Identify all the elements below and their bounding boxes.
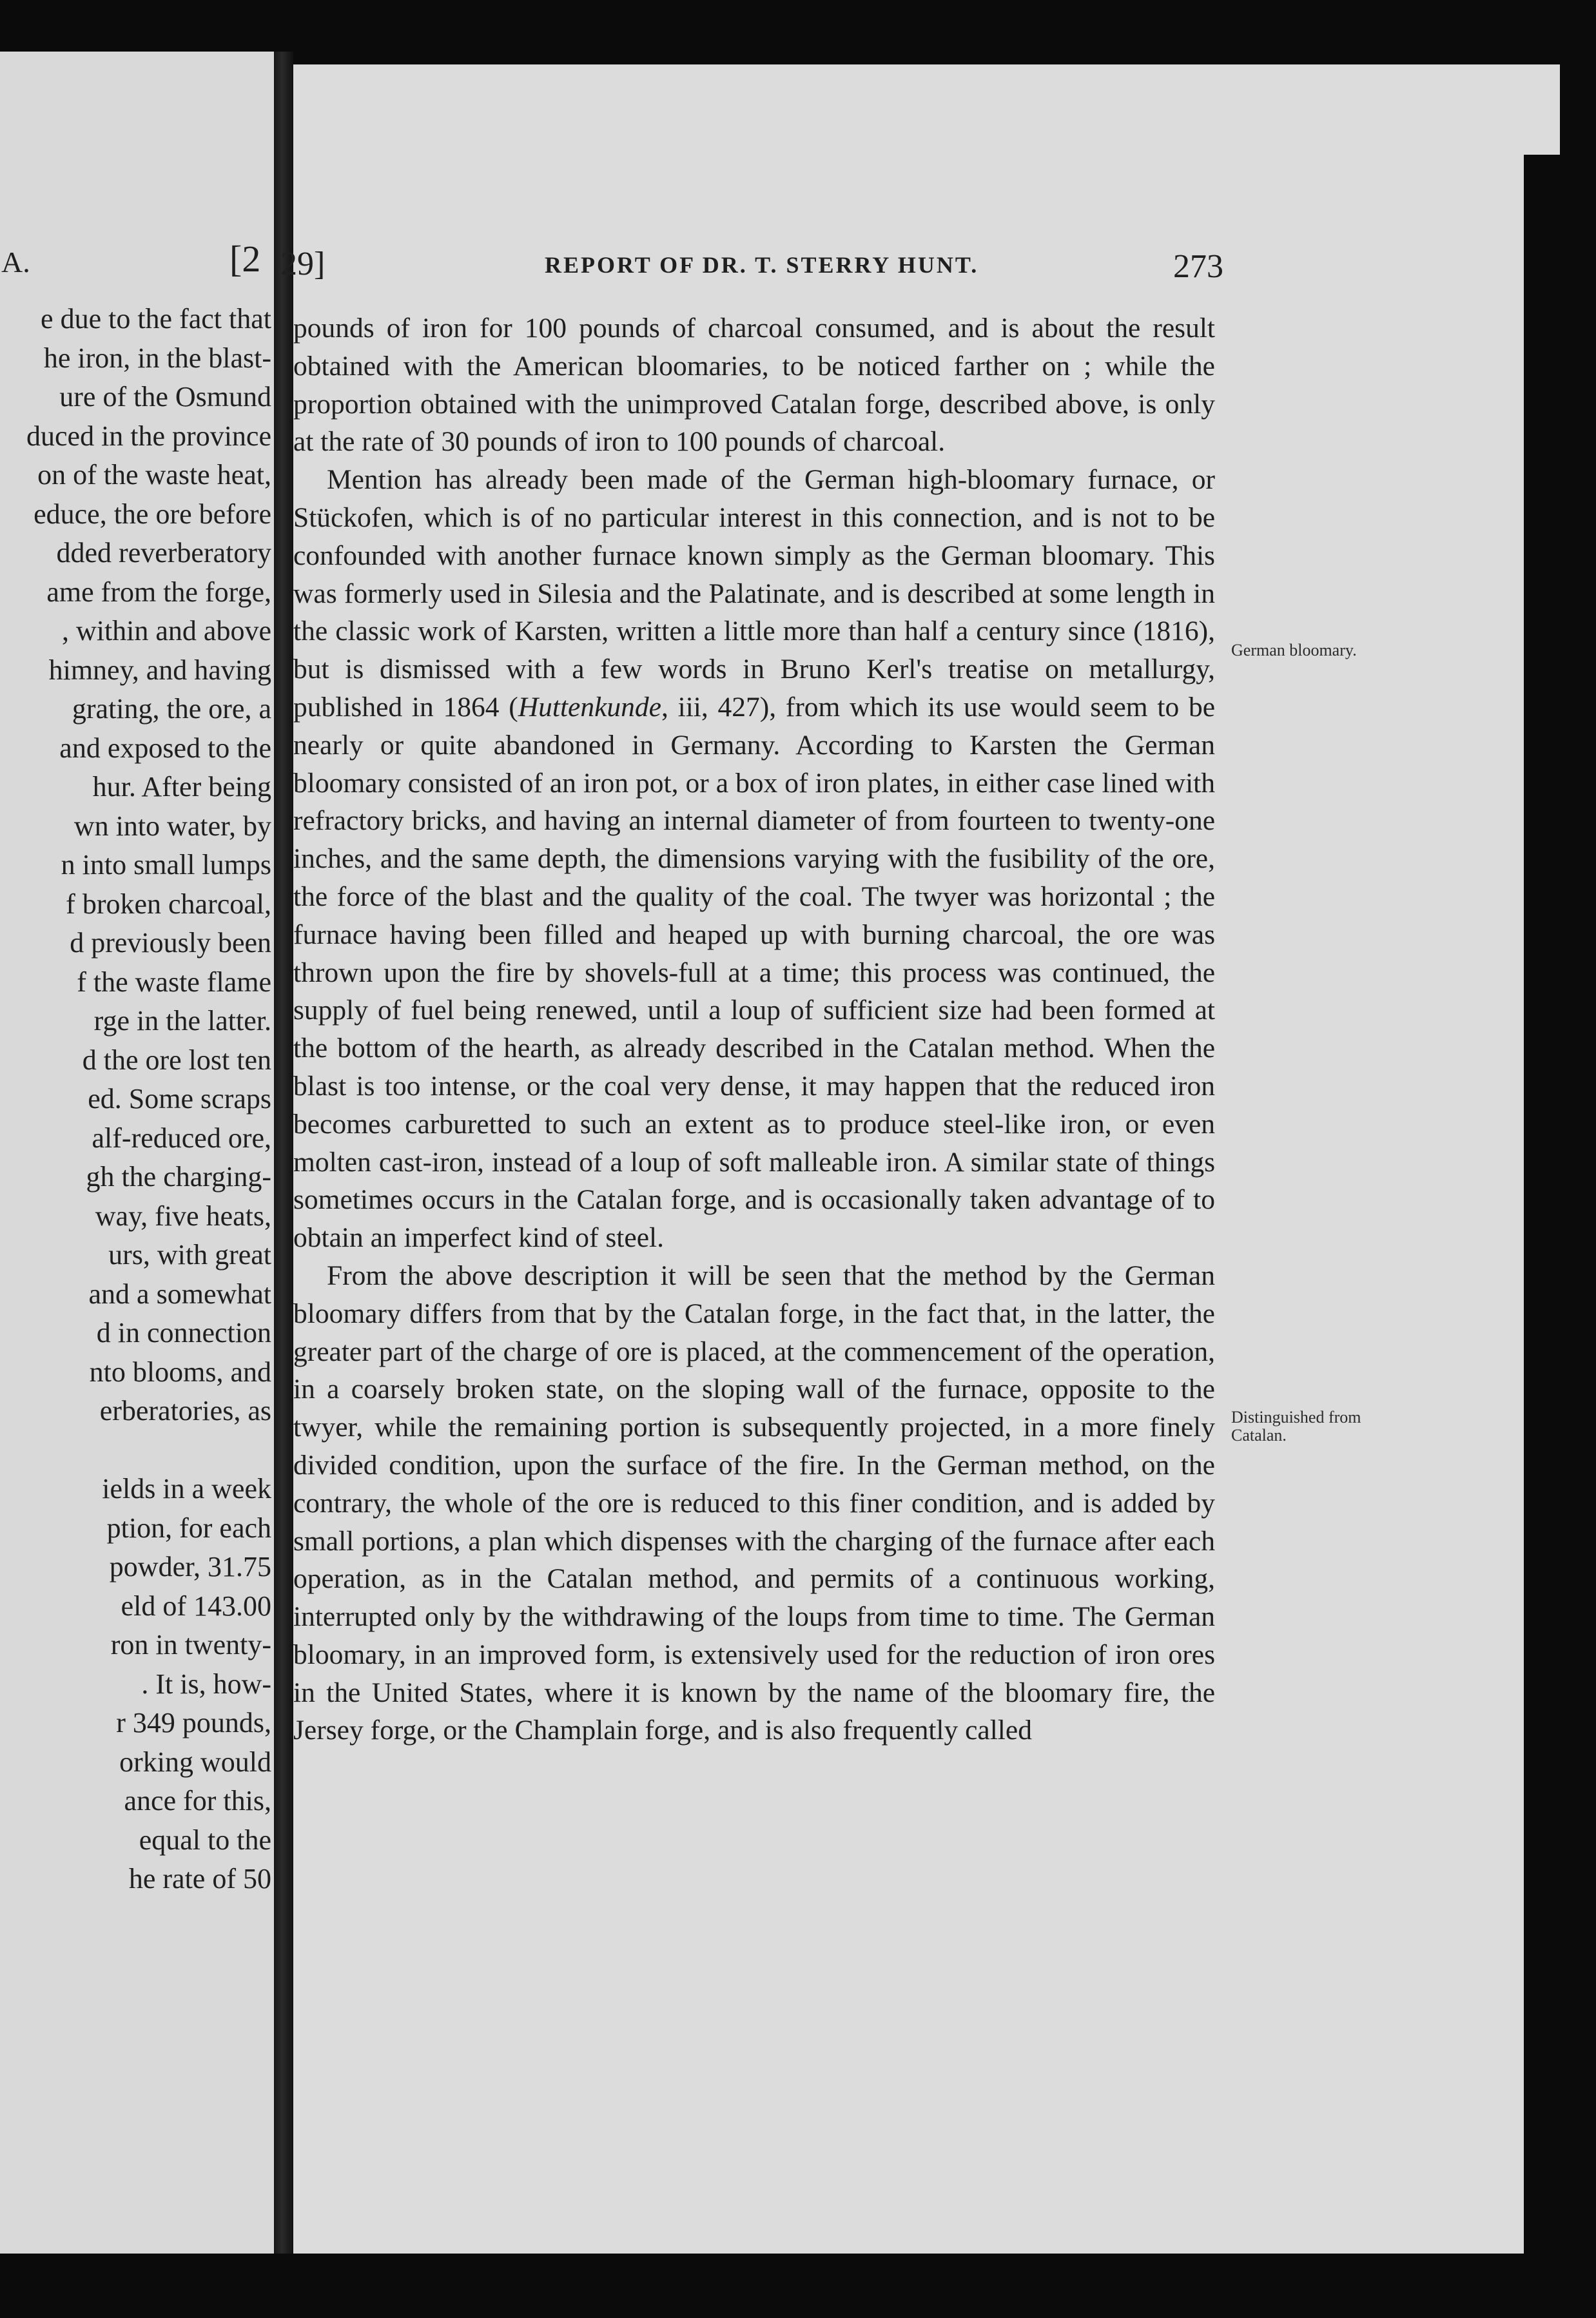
left-page-line: powder, 31.75 [109,1551,271,1583]
left-page-line: gh the charging- [86,1161,271,1193]
left-page-line: equal to the [139,1824,271,1856]
left-page-line: d the ore lost ten [82,1044,271,1076]
left-page-line: nto blooms, and [89,1356,271,1388]
left-page-line: and exposed to the [59,732,271,764]
left-page-line: educe, the ore before [34,498,271,530]
left-page-line: ron in twenty- [110,1629,271,1661]
body-text [293,309,1215,1749]
left-page-line: he iron, in the blast- [43,342,271,374]
page-right-edge-shadow [1524,155,1560,2318]
left-page-line: he rate of 50 [128,1863,271,1894]
left-page-line: rge in the latter. [93,1005,271,1037]
paragraph-3: From the above description it will be seen that the method by the German bloomary differs from that by the Catalan forge, in the fact that, in the latter, the greater part of the charge of ore is placed, at the commencement of the operation, in a coarsely broken state, on the sloping wall of the furnace, opposite to the twyer, while the remaining portion is subsequently projected, in a more finely divided condition, upon the surface of the fire. In the German method, on the contrary, the whole of the ore is reduced to this finer condition, and is added by small portions, a plan which dispenses with the charging of the furnace after each operation, as in the Catalan method, and permits of a continuous working, interrupted only by the withdrawing of the loups from time to time. The German bloomary, in an improved form, is extensively used for the reduction of iron ores in the United States, where it is known by the name of the bloomary fire, the Jersey forge, or the Champlain forge, and is also frequently called [293,1260,1215,1746]
margin-note-distinguished-from-catalan: Distinguished from Catalan. [1231,1408,1361,1445]
left-page-line: on of the waste heat, [37,459,271,491]
left-page-line: e due to the fact that [41,303,271,335]
left-page-line: ure of the Osmund [59,381,271,413]
left-page-line: and a somewhat [88,1278,271,1310]
left-page-line: himney, and having [48,654,271,686]
left-page-line: ame from the forge, [46,576,271,608]
left-page-fragment [0,52,274,2254]
right-page [280,64,1560,2254]
left-page-line: hur. After being [92,771,271,803]
left-page-line: d previously been [70,927,271,959]
left-page-line: way, five heats, [95,1200,271,1232]
left-page-line: ption, for each [106,1512,271,1544]
page-header [280,245,1518,297]
left-page-line: orking would [119,1746,271,1778]
left-page-line: . It is, how- [141,1668,271,1700]
left-page-header-initial: A. [1,246,30,278]
book-gutter [274,52,293,2254]
paragraph-2-text-start: Mention has already been made of the German high-bloomary furnace, or Stückofen, which is of no particular interest in this connection, and is not to be confounded with another furnace known simply as the German bloomary. This was formerly used in Silesia and the Palatinate, and is described at some length in the classic work of Karsten, written a little more than half a century since (1816), but is dismissed with a few words in Bruno Kerl's treatise on metallurgy, published in 1864 ( [293,464,1215,723]
left-page-line: f broken charcoal, [66,888,271,920]
page-header-section-number: 29] [280,246,326,282]
left-page-line: ields in a week [102,1473,271,1505]
page-number: 273 [1173,248,1223,285]
margin-note-german-bloomary: German bloomary. [1231,641,1357,659]
left-page-line: duced in the province [26,420,271,452]
paragraph-2-text-end: , iii, 427), from which its use would seem to be nearly or quite abandoned in Germany. According to Karsten the German bloomary consisted of an iron pot, or a box of iron plates, in either case lined with refractory bricks, and having an internal diameter of from fourteen to twenty-one inches, and the same depth, the dimensions varying with the fusibility of the ore, the force of the blast and the quality of the coal. The twyer was horizontal ; the furnace having been filled and heaped up with burning charcoal, the ore was thrown upon the fire by shovels-full at a time; this process was continued, the supply of fuel being renewed, until a loup of sufficient size had been formed at the bottom of the hearth, as already described in the Catalan method. When the blast is too intense, or the coal very dense, it may happen that the reduced iron becomes carburetted to such an extent as to produce steel-like iron, or even molten cast-iron, instead of a loup of soft malleable iron. A similar state of things sometimes occurs in the Catalan forge, and is occasionally taken advantage of to obtain an imperfect kind of steel. [293,691,1216,1254]
left-page-line: r 349 pounds, [116,1707,271,1738]
paragraph-1: pounds of iron for 100 pounds of charcoal consumed, and is about the result obtained with the American bloomaries, to be noticed farther on ; while the proportion obtained with the unimproved Catalan forge, described above, is only at the rate of 30 pounds of iron to 100 pounds of charcoal. [293,313,1215,458]
left-page-line: f the waste flame [77,966,271,998]
left-page-line: dded reverberatory [56,537,271,569]
left-page-line: grating, the ore, a [72,693,271,725]
running-head-title: REPORT OF DR. T. STERRY HUNT. [545,252,979,278]
left-page-line: ance for this, [124,1785,271,1816]
left-page-line: eld of 143.00 [121,1590,271,1622]
paragraph-2-italic-title: Huttenkunde [518,691,661,723]
left-page-line: d in connection [96,1317,271,1349]
left-page-line: n into small lumps [61,849,271,881]
left-page-line: wn into water, by [73,810,271,842]
left-page-line: , within and above [61,615,271,647]
left-page-header-number: [2 [229,238,261,280]
left-page-line: erberatories, as [99,1395,271,1427]
paragraph-2 [293,461,1215,1257]
left-page-line: urs, with great [108,1239,271,1271]
left-page-line: alf-reduced ore, [92,1122,271,1154]
left-page-line: ed. Some scraps [88,1083,271,1115]
